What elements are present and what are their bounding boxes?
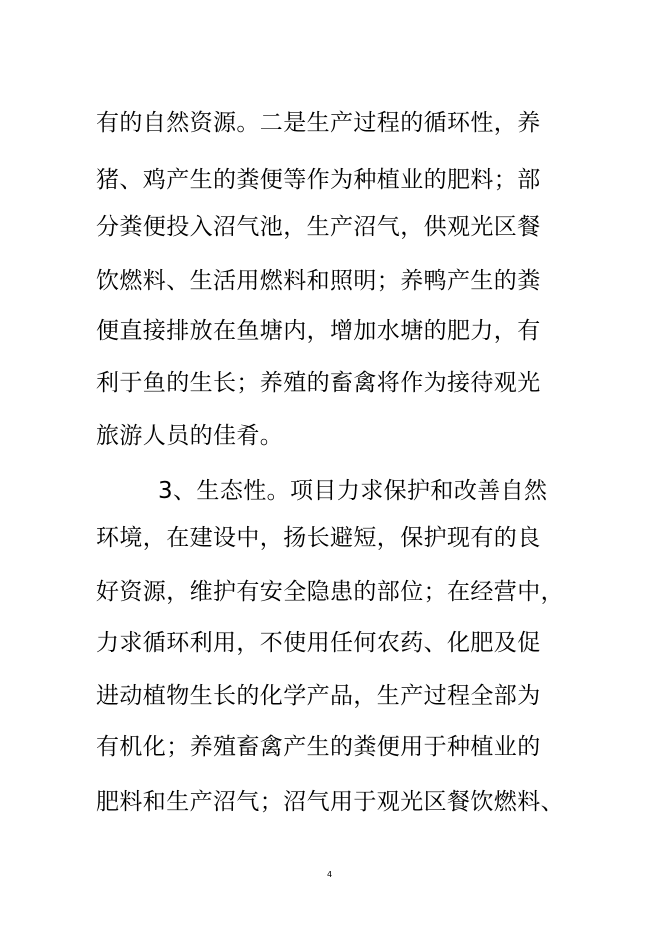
page-number: 4 xyxy=(327,870,333,879)
text-line: 分粪便投入沼气池，生产沼气，供观光区餐 xyxy=(96,214,541,240)
text-line: 旅游人员的佳肴。 xyxy=(96,423,284,449)
text-line: 猪、鸡产生的粪便等作为种植业的肥料；部 xyxy=(96,167,541,193)
text-line: 环境，在建设中，扬长避短，保护现有的良 xyxy=(96,525,541,551)
text-line: 有的自然资源。二是生产过程的循环性，养 xyxy=(96,110,541,136)
text-line: 肥料和生产沼气；沼气用于观光区餐饮燃料、 xyxy=(96,789,564,815)
text-line: 进动植物生长的化学产品，生产过程全部为 xyxy=(96,683,541,709)
text-line: 力求循环利用，不使用任何农药、化肥及促 xyxy=(96,630,541,656)
text-line: 饮燃料、生活用燃料和照明；养鸭产生的粪 xyxy=(96,268,541,294)
text-line: 便直接排放在鱼塘内，增加水塘的肥力，有 xyxy=(96,318,541,344)
text-line: 有机化；养殖畜禽产生的粪便用于种植业的 xyxy=(96,734,541,760)
text-line: 好资源，维护有安全隐患的部位；在经营中， xyxy=(96,579,564,605)
paragraph-start-line: 3、生态性。项目力求保护和改善自然 xyxy=(158,478,548,504)
text-line: 利于鱼的生长；养殖的畜禽将作为接待观光 xyxy=(96,370,541,396)
